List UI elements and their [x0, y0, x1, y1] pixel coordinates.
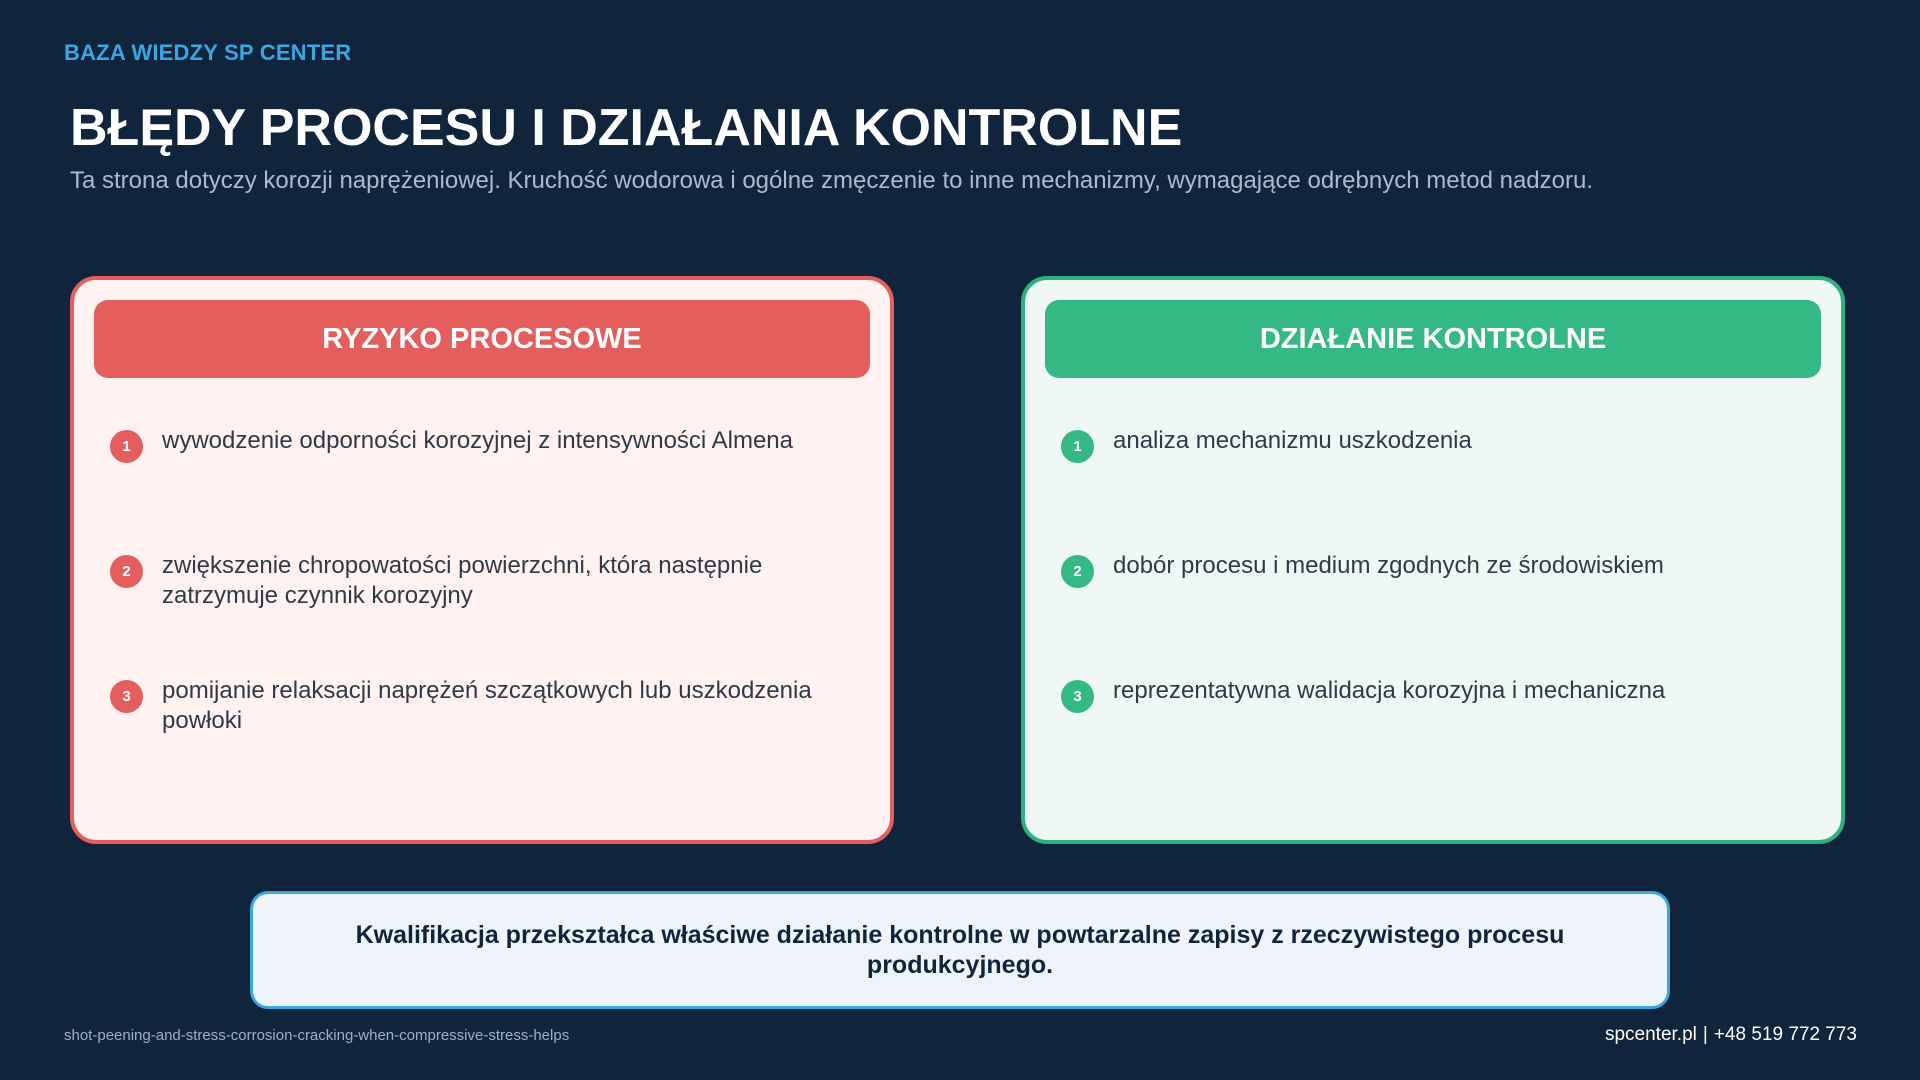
risk-panel-title: RYZYKO PROCESOWE [94, 300, 870, 378]
page-subtitle: Ta strona dotyczy korozji naprężeniowej. Kruchość wodorowa i ogólne zmęczenie to inne mechanizmy, wymagające odrębnych metod nadzoru. [70, 167, 1594, 194]
number-badge: 3 [1061, 680, 1094, 713]
risk-item [110, 426, 854, 463]
control-item [1061, 551, 1805, 588]
risk-item [110, 551, 854, 611]
control-item [1061, 676, 1805, 713]
summary-callout [250, 891, 1670, 1009]
brand-label: BAZA WIEDZY SP CENTER [64, 40, 352, 65]
control-item-text: dobór procesu i medium zgodnych ze środowiskiem [1113, 552, 1664, 579]
page-slug: shot-peening-and-stress-corrosion-cracking-when-compressive-stress-helps [64, 1027, 570, 1044]
number-badge: 1 [110, 430, 143, 463]
phone-number[interactable]: +48 519 772 773 [1713, 1024, 1857, 1045]
number-badge: 1 [1061, 430, 1094, 463]
page-title: BŁĘDY PROCESU I DZIAŁANIA KONTROLNE [70, 99, 1183, 157]
risk-item [110, 676, 854, 736]
website-link[interactable]: spcenter.pl [1604, 1024, 1697, 1045]
control-item-text: analiza mechanizmu uszkodzenia [1113, 427, 1472, 454]
footer-separator: | [1702, 1024, 1708, 1045]
risk-item-text: pomijanie relaksacji naprężeń szczątkowych lub uszkodzenia powłoki [162, 677, 812, 734]
control-item-text: reprezentatywna walidacja korozyjna i mechaniczna [1113, 677, 1666, 704]
risk-item-text: zwiększenie chropowatości powierzchni, która następnie zatrzymuje czynnik korozyjny [162, 552, 763, 609]
number-badge: 2 [110, 555, 143, 588]
control-item [1061, 426, 1805, 463]
summary-text: Kwalifikacja przekształca właściwe działanie kontrolne w powtarzalne zapisy z rzeczywistego procesu produkcyjnego. [355, 921, 1565, 979]
number-badge: 2 [1061, 555, 1094, 588]
footer-contact [1605, 1024, 1857, 1046]
control-panel [1021, 276, 1845, 844]
risk-item-text: wywodzenie odporności korozyjnej z intensywności Almena [162, 427, 793, 454]
number-badge: 3 [110, 680, 143, 713]
risk-panel [70, 276, 894, 844]
control-panel-title: DZIAŁANIE KONTROLNE [1045, 300, 1821, 378]
